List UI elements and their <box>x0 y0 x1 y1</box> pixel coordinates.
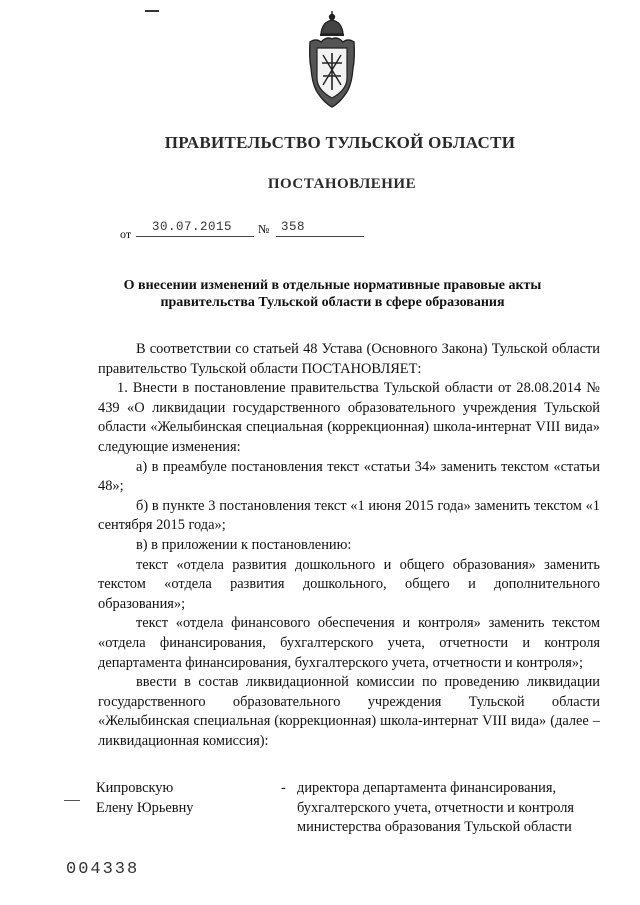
document-number: 358 <box>281 220 306 234</box>
position-line: министерства образования Тульской области <box>297 819 572 836</box>
subitem-a-paragraph: а) в преамбуле постановления текст «статьи 34» заменить текстом «статьи 48»; <box>98 458 600 495</box>
date-underline <box>136 236 254 237</box>
subject-line: О внесении изменений в отдельные нормативные правовые акты <box>123 278 542 293</box>
subitem-b-paragraph: б) в пункте 3 постановления текст «1 июня 2015 года» заменить текстом «1 сентября 2015 года»; <box>98 497 600 534</box>
document-type: ПОСТАНОВЛЕНИЕ <box>267 176 417 192</box>
member-position <box>297 779 601 838</box>
commission-paragraph: ввести в состав ликвидационной комиссии по проведению ликвидации государственного образовательного учреждения Тульской области «Желыбинская специальная (коррекционная) школа-интернат VIII вида» (далее – ликвидационная комиссия): <box>98 674 600 749</box>
scan-mark <box>145 10 159 12</box>
subject-line: правительства Тульской области в сфере образования <box>160 295 505 310</box>
document-date: 30.07.2015 <box>152 220 233 234</box>
position-line: директора департамента финансирования, <box>297 780 557 796</box>
date-label: от <box>120 227 132 241</box>
document-body <box>98 340 600 751</box>
number-label: № <box>258 222 270 236</box>
margin-mark <box>64 800 80 801</box>
government-title: ПРАВИТЕЛЬСТВО ТУЛЬСКОЙ ОБЛАСТИ <box>164 133 516 152</box>
subitem-c-paragraph: в) в приложении к постановлению: <box>136 536 352 553</box>
member-name <box>96 779 266 818</box>
document-subject <box>100 277 565 311</box>
item-1-paragraph: 1. Внести в постановление правительства Тульской области от 28.08.2014 № 439 «О ликвидации государственного образовательного учреждения Тульской области «Желыбинская специальная (коррекционная) школа-интернат VIII вида» следующие изменения: <box>98 380 600 455</box>
coat-of-arms-emblem <box>307 8 357 110</box>
member-given-names: Елену Юрьевну <box>96 799 194 816</box>
member-separator: - <box>281 780 286 796</box>
replacement-paragraph: текст «отдела развития дошкольного и общего образования» заменить текстом «отдела развития дошкольного, общего и дополнительного образования»; <box>98 556 600 612</box>
preamble-paragraph: В соответствии со статьей 48 Устава (Основного Закона) Тульской области правительство Тульской области ПОСТАНОВЛЯЕТ: <box>98 341 600 377</box>
member-surname: Кипровскую <box>96 780 174 796</box>
replacement-paragraph: текст «отдела финансового обеспечения и контроля» заменить текстом «отдела финансирования, бухгалтерского учета, отчетности и контроля департамента финансирования, бухгалтерского учета, отчетности и контроля»; <box>98 615 600 671</box>
position-line: бухгалтерского учета, отчетности и контроля <box>297 799 575 816</box>
number-underline <box>276 236 364 237</box>
serial-number: 004338 <box>66 860 140 879</box>
